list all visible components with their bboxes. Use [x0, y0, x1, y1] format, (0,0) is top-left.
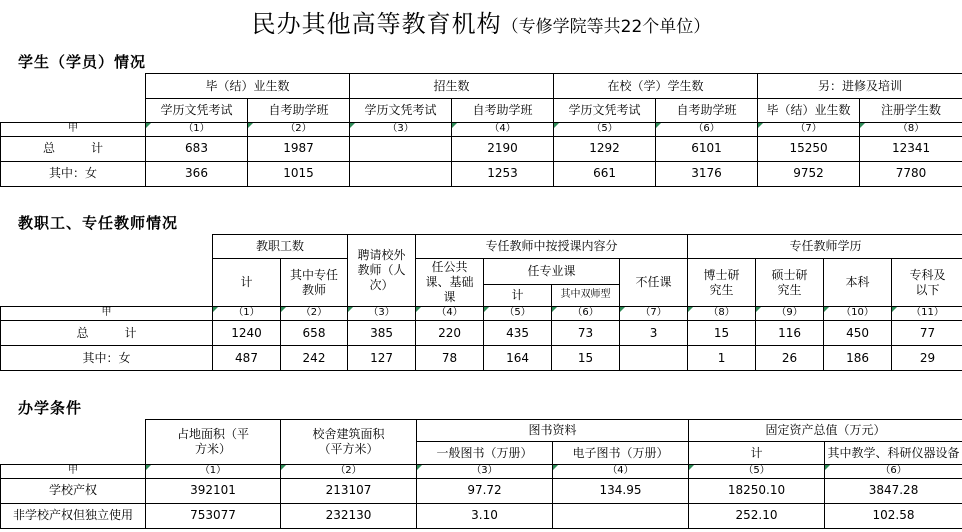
students-group-row: [1, 74, 962, 99]
conditions-group-header: 图书资料: [417, 420, 689, 442]
staff-col-header: 聘请校外教师（人次）: [348, 235, 416, 307]
data-cell[interactable]: [350, 161, 452, 186]
data-cell[interactable]: 1015: [248, 161, 350, 186]
data-cell[interactable]: 97.72: [417, 478, 553, 503]
conditions-col-header: 计: [689, 442, 825, 465]
data-cell[interactable]: [620, 346, 688, 371]
data-cell[interactable]: 232130: [281, 503, 417, 528]
title-main: 民办其他高等教育机构: [251, 10, 502, 38]
data-cell[interactable]: [350, 136, 452, 161]
report-title: [0, 4, 962, 39]
table-row: [1, 161, 962, 186]
data-cell[interactable]: 102.58: [825, 503, 962, 528]
index-cell[interactable]: （1）: [146, 465, 281, 479]
table-row: [1, 346, 962, 371]
index-cell[interactable]: （6）: [825, 465, 962, 479]
row-label: 其中：女: [1, 161, 146, 186]
data-cell[interactable]: 392101: [146, 478, 281, 503]
index-cell[interactable]: （3）: [417, 465, 553, 479]
staff-group-header: 专任教师学历: [688, 235, 962, 259]
staff-col-header: 任公共课、基础课: [416, 259, 484, 307]
staff-group-header: 教职工数: [213, 235, 348, 259]
index-cell[interactable]: （2）: [248, 123, 350, 137]
data-cell[interactable]: 12341: [860, 136, 962, 161]
staff-col-header: 专科及以下: [892, 259, 962, 307]
data-cell[interactable]: 753077: [146, 503, 281, 528]
data-cell[interactable]: 1292: [554, 136, 656, 161]
row-label: 非学校产权但独立使用: [1, 503, 146, 528]
index-cell[interactable]: （5）: [689, 465, 825, 479]
students-subcol-header: 注册学生数: [860, 99, 962, 123]
conditions-col-header: 校舍建筑面积（平方米）: [281, 420, 417, 465]
staff-col-header: 不任课: [620, 259, 688, 307]
index-cell[interactable]: （5）: [554, 123, 656, 137]
conditions-group-row: [1, 420, 962, 442]
index-label: 甲: [1, 123, 146, 137]
data-cell[interactable]: 15: [552, 346, 620, 371]
staff-group-header: 专任教师中按授课内容分: [416, 235, 688, 259]
table-row: [1, 478, 962, 503]
data-cell[interactable]: 658: [281, 321, 348, 346]
index-cell[interactable]: （4）: [553, 465, 689, 479]
staff-index-row: [1, 307, 962, 321]
data-cell[interactable]: 366: [146, 161, 248, 186]
data-cell[interactable]: 3: [620, 321, 688, 346]
data-cell[interactable]: 29: [892, 346, 962, 371]
index-cell[interactable]: （11）: [892, 307, 962, 321]
students-group-header: 毕（结）业生数: [146, 74, 350, 99]
data-cell[interactable]: 661: [554, 161, 656, 186]
students-subcol-header: 毕（结）业生数: [758, 99, 860, 123]
index-cell[interactable]: （4）: [416, 307, 484, 321]
index-cell[interactable]: （10）: [824, 307, 892, 321]
data-cell[interactable]: 26: [756, 346, 824, 371]
students-group-header: 在校（学）学生数: [554, 74, 758, 99]
index-cell[interactable]: （7）: [758, 123, 860, 137]
conditions-col-header: 占地面积（平方米）: [146, 420, 281, 465]
data-cell[interactable]: 73: [552, 321, 620, 346]
data-cell[interactable]: [553, 503, 689, 528]
conditions-heading: 办学条件: [18, 399, 83, 417]
data-cell[interactable]: 127: [348, 346, 416, 371]
data-cell[interactable]: 435: [484, 321, 552, 346]
index-cell[interactable]: （9）: [756, 307, 824, 321]
index-cell[interactable]: （4）: [452, 123, 554, 137]
table-row: [1, 321, 962, 346]
staff-col-header: 其中双师型: [552, 285, 620, 307]
students-subcol-row: [1, 99, 962, 123]
staff-group-row: [1, 235, 962, 259]
staff-col-header: 博士研究生: [688, 259, 756, 307]
students-table: [0, 73, 962, 187]
staff-corner: [1, 235, 213, 307]
students-subcol-header: 学历文凭考试: [146, 99, 248, 123]
index-cell[interactable]: （6）: [552, 307, 620, 321]
conditions-group-header: 固定资产总值（万元）: [689, 420, 962, 442]
index-cell[interactable]: （1）: [213, 307, 281, 321]
data-cell[interactable]: 134.95: [553, 478, 689, 503]
conditions-table: [0, 419, 962, 529]
data-cell[interactable]: 242: [281, 346, 348, 371]
data-cell[interactable]: 1987: [248, 136, 350, 161]
staff-col-header: 计: [213, 259, 281, 307]
students-subcol-header: 学历文凭考试: [554, 99, 656, 123]
data-cell[interactable]: 78: [416, 346, 484, 371]
row-label: 总 计: [1, 136, 146, 161]
students-subcol-header: 自考助学班: [656, 99, 758, 123]
students-group-header: 招生数: [350, 74, 554, 99]
data-cell[interactable]: 252.10: [689, 503, 825, 528]
students-subcol-header: 学历文凭考试: [350, 99, 452, 123]
index-cell[interactable]: （8）: [688, 307, 756, 321]
students-subcol-header: 自考助学班: [248, 99, 350, 123]
conditions-col-header: 其中教学、科研仪器设备: [825, 442, 962, 465]
staff-col-header: 其中专任教师: [281, 259, 348, 307]
data-cell[interactable]: 15250: [758, 136, 860, 161]
conditions-corner: [1, 420, 146, 465]
data-cell[interactable]: 6101: [656, 136, 758, 161]
data-cell[interactable]: 116: [756, 321, 824, 346]
table-row: [1, 503, 962, 528]
staff-col-header: 任专业课: [484, 259, 620, 285]
row-label: 总 计: [1, 321, 213, 346]
data-cell[interactable]: 7780: [860, 161, 962, 186]
data-cell[interactable]: 213107: [281, 478, 417, 503]
row-label: 学校产权: [1, 478, 146, 503]
conditions-index-row: [1, 465, 962, 479]
index-cell[interactable]: （5）: [484, 307, 552, 321]
data-cell[interactable]: 164: [484, 346, 552, 371]
data-cell[interactable]: 220: [416, 321, 484, 346]
data-cell[interactable]: 3176: [656, 161, 758, 186]
data-cell[interactable]: 3847.28: [825, 478, 962, 503]
students-subcol-header: 自考助学班: [452, 99, 554, 123]
data-cell[interactable]: 3.10: [417, 503, 553, 528]
index-cell[interactable]: （8）: [860, 123, 962, 137]
data-cell[interactable]: 186: [824, 346, 892, 371]
data-cell[interactable]: 9752: [758, 161, 860, 186]
index-label: 甲: [1, 307, 213, 321]
staff-table: [0, 234, 962, 371]
conditions-col-header: 电子图书（万册）: [553, 442, 689, 465]
index-cell[interactable]: （7）: [620, 307, 688, 321]
students-corner: [1, 74, 146, 123]
index-label: 甲: [1, 465, 146, 479]
staff-col-header: 计: [484, 285, 552, 307]
title-sub: （专修学院等共22个单位）: [501, 17, 711, 37]
staff-col-header: 硕士研究生: [756, 259, 824, 307]
index-cell[interactable]: （1）: [146, 123, 248, 137]
data-cell[interactable]: 1253: [452, 161, 554, 186]
staff-heading: 教职工、专任教师情况: [18, 214, 179, 232]
students-heading: 学生（学员）情况: [18, 53, 147, 71]
data-cell[interactable]: 18250.10: [689, 478, 825, 503]
row-label: 其中：女: [1, 346, 213, 371]
data-cell[interactable]: 1240: [213, 321, 281, 346]
index-cell[interactable]: （3）: [350, 123, 452, 137]
data-cell[interactable]: 2190: [452, 136, 554, 161]
data-cell[interactable]: 487: [213, 346, 281, 371]
data-cell[interactable]: 385: [348, 321, 416, 346]
data-cell[interactable]: 1: [688, 346, 756, 371]
index-cell[interactable]: （6）: [656, 123, 758, 137]
students-index-row: [1, 123, 962, 137]
table-row: [1, 136, 962, 161]
students-group-header: 另：进修及培训: [758, 74, 962, 99]
index-cell[interactable]: （3）: [348, 307, 416, 321]
staff-col-header: 本科: [824, 259, 892, 307]
conditions-col-header: 一般图书（万册）: [417, 442, 553, 465]
index-cell[interactable]: （2）: [281, 465, 417, 479]
data-cell[interactable]: 450: [824, 321, 892, 346]
data-cell[interactable]: 15: [688, 321, 756, 346]
data-cell[interactable]: 683: [146, 136, 248, 161]
data-cell[interactable]: 77: [892, 321, 962, 346]
index-cell[interactable]: （2）: [281, 307, 348, 321]
